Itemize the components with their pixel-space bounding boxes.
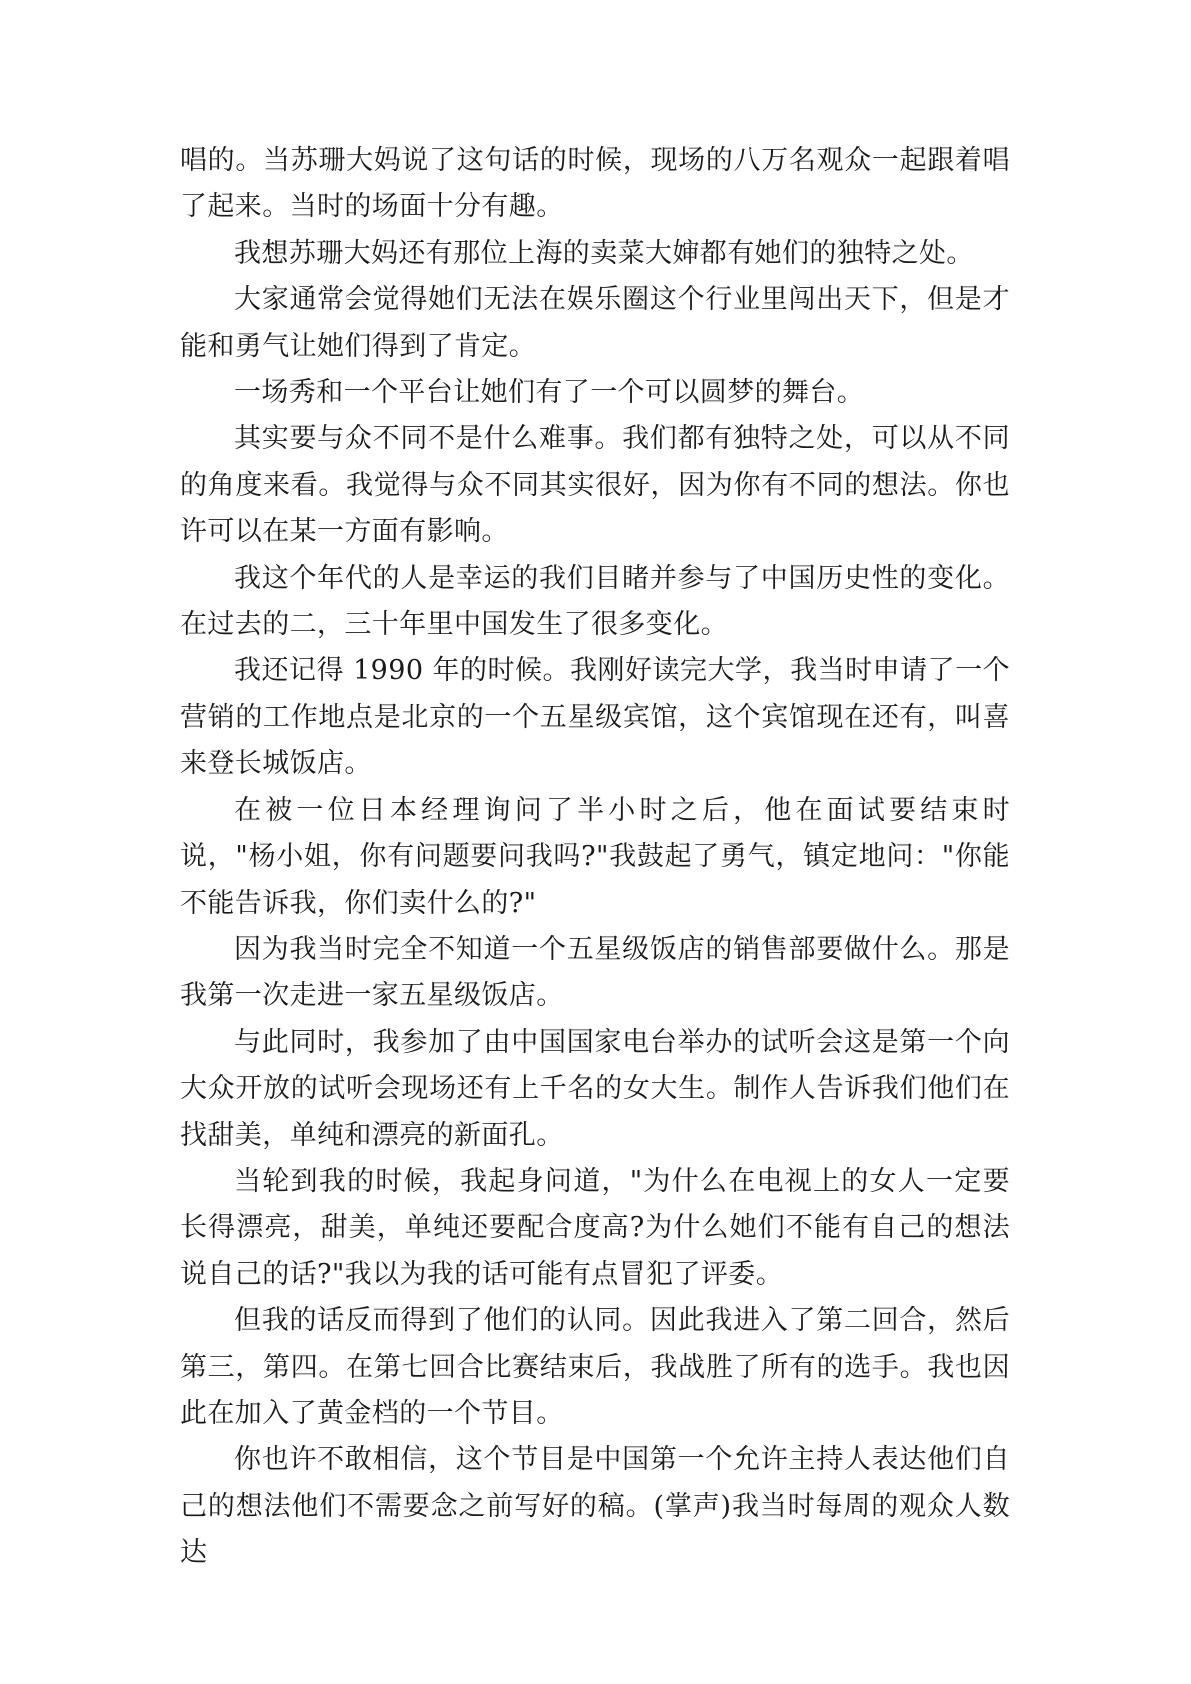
body-text [180,138,1010,1577]
paragraph: 一场秀和一个平台让她们有了一个可以圆梦的舞台。 [234,377,865,409]
paragraph: 在被一位日本经理询问了半小时之后，他在面试要结束时说，"杨小姐，你有问题要问我吗?"我鼓起了勇气，镇定地问："你能不能告诉我，你们卖什么的?" [180,794,1010,919]
paragraph: 我还记得 1990 年的时候。我刚好读完大学，我当时申请了一个营销的工作地点是北京的一个五星级宾馆，这个宾馆现在还有，叫喜来登长城饭店。 [180,655,1010,780]
paragraph: 当轮到我的时候，我起身问道，"为什么在电视上的女人一定要长得漂亮，甜美，单纯还要配合度高?为什么她们不能有自己的想法说自己的话?"我以为我的话可能有点冒犯了评委。 [180,1165,1010,1290]
paragraph: 与此同时，我参加了由中国国家电台举办的试听会这是第一个向大众开放的试听会现场还有上千名的女大生。制作人告诉我们他们在找甜美，单纯和漂亮的新面孔。 [180,1026,1010,1151]
paragraph: 其实要与众不同不是什么难事。我们都有独特之处，可以从不同的角度来看。我觉得与众不同其实很好，因为你有不同的想法。你也许可以在某一方面有影响。 [180,423,1010,548]
paragraph: 我这个年代的人是幸运的我们目睹并参与了中国历史性的变化。在过去的二，三十年里中国发生了很多变化。 [180,562,1010,641]
paragraph: 大家通常会觉得她们无法在娱乐圈这个行业里闯出天下，但是才能和勇气让她们得到了肯定。 [180,284,1010,362]
paragraph: 但我的话反而得到了他们的认同。因此我进入了第二回合，然后第三，第四。在第七回合比赛结束后，我战胜了所有的选手。我也因此在加入了黄金档的一个节目。 [180,1305,1010,1429]
paragraph: 唱的。当苏珊大妈说了这句话的时候，现场的八万名观众一起跟着唱了起来。当时的场面十分有趣。 [180,145,1010,223]
paragraph: 因为我当时完全不知道一个五星级饭店的销售部要做什么。那是我第一次走进一家五星级饭店。 [180,933,1010,1012]
paragraph: 我想苏珊大妈还有那位上海的卖菜大婶都有她们的独特之处。 [234,237,974,269]
paragraph: 你也许不敢相信，这个节目是中国第一个允许主持人表达他们自己的想法他们不需要念之前写好的稿。(掌声)我当时每周的观众人数达 [180,1444,1010,1569]
